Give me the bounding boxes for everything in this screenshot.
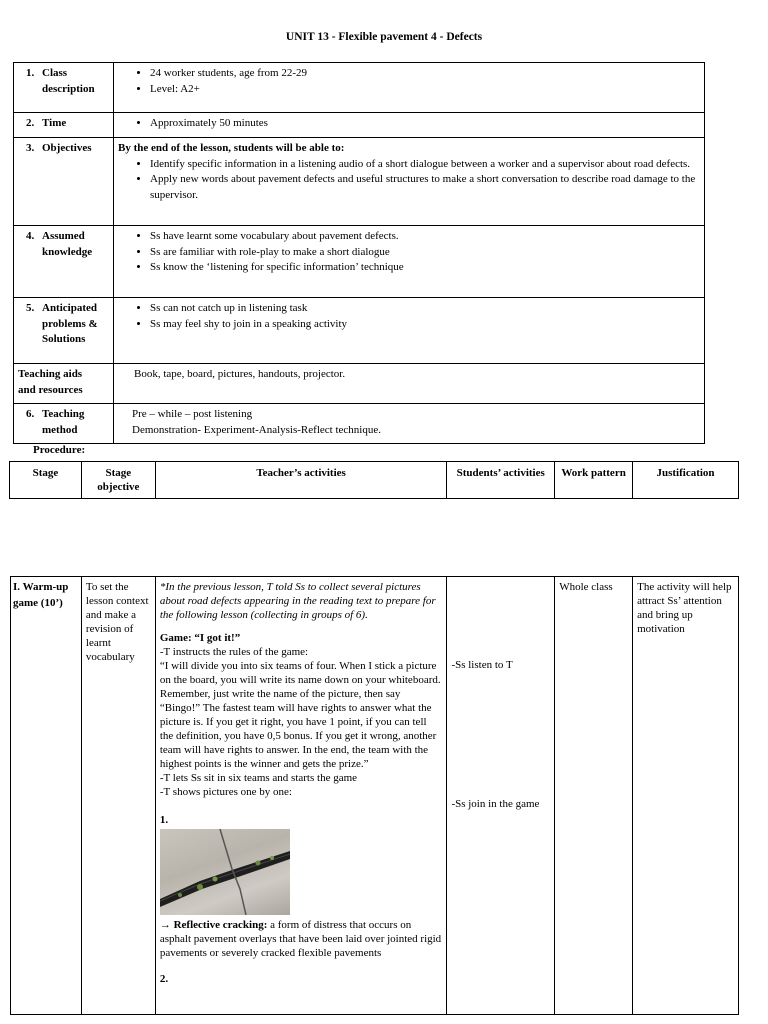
- teacher-line: -T lets Ss sit in six teams and starts the game: [159, 772, 358, 784]
- info-content: [114, 63, 705, 113]
- warmup-work-pattern: Whole class: [555, 577, 633, 1015]
- procedure-warmup-table: [10, 576, 739, 1015]
- game-rules-quote: “I will divide you into six teams of four. When I stick a picture on the board, you will write its name down on your whiteboard. Remember, just write the name of the picture, then say “Bingo!” The fastest team will have rights to answer what the picture is. If you get it right, you have 1 point, if you can tell the definition, you have 0,5 bonus. If you get it wrong, another team will have rights to answer. In the end, the team with the highest points is the winner and gets the prize.”: [159, 660, 441, 770]
- objectives-lead: By the end of the lesson, students will be able to:: [118, 142, 345, 154]
- info-content: Pre – while – post listening Demonstration- Experiment-Analysis-Reflect technique.: [114, 404, 705, 444]
- header-teacher-activities: Teacher’s activities: [155, 462, 446, 499]
- info-row-time: [14, 113, 705, 138]
- warmup-students-activities: [447, 577, 555, 1015]
- info-content: [114, 298, 705, 364]
- info-label: 5. Anticipated problems & Solutions: [14, 298, 114, 364]
- procedure-label: Procedure:: [33, 444, 86, 456]
- list-item: • 24 worker students, age from 22-29: [150, 66, 700, 82]
- list-item: • Ss can not catch up in listening task: [150, 301, 700, 317]
- header-stage-objective: Stage objective: [81, 462, 155, 499]
- warmup-stage: I. Warm-up game (10’): [11, 577, 82, 1015]
- list-item: • Identify specific information in a listening audio of a short dialogue between a worker and a supervisor about road defects.: [150, 157, 700, 173]
- warmup-objective: To set the lesson context and make a revision of learnt vocabulary: [81, 577, 155, 1015]
- teacher-intro: *In the previous lesson, T told Ss to collect several pictures about road defects appearing in the reading text to prepare for the following lesson (collecting in groups of 6).: [159, 581, 436, 621]
- info-label: 1. Class description: [14, 63, 114, 113]
- list-item: • Ss are familiar with role-play to make a short dialogue: [150, 245, 700, 261]
- info-content: [114, 226, 705, 298]
- list-item: • Level: A2+: [150, 82, 700, 98]
- info-label: 3. Objectives: [14, 138, 114, 226]
- item-number: 1.: [159, 814, 169, 826]
- reflective-cracking-photo: [160, 829, 290, 915]
- header-stage: Stage: [10, 462, 82, 499]
- info-row-objectives: [14, 138, 705, 226]
- list-item: • Approximately 50 minutes: [150, 116, 700, 132]
- info-label: Teaching aids and resources: [14, 364, 114, 404]
- info-row-aids: [14, 364, 705, 404]
- table-row: [11, 577, 739, 1015]
- header-justification: Justification: [633, 462, 739, 499]
- info-content: Book, tape, board, pictures, handouts, projector.: [114, 364, 705, 404]
- game-title: Game: “I got it!”: [159, 632, 241, 644]
- student-line: -Ss join in the game: [451, 798, 540, 810]
- info-label: 4. Assumed knowledge: [14, 226, 114, 298]
- header-work-pattern: Work pattern: [555, 462, 633, 499]
- info-row-problems: [14, 298, 705, 364]
- list-item: • Ss know the ‘listening for specific information’ technique: [150, 260, 700, 276]
- teacher-line: -T shows pictures one by one:: [159, 786, 292, 798]
- info-content: [114, 138, 705, 226]
- info-row-method: [14, 404, 705, 444]
- term-reflective-cracking: → Reflective cracking:: [159, 919, 268, 931]
- term-definition: a form of distress that occurs on asphalt pavement overlays that have been laid over jointed rigid pavements or severely cracked flexible pavements: [159, 919, 442, 959]
- lesson-info-table: [13, 62, 705, 444]
- page-title: UNIT 13 - Flexible pavement 4 - Defects: [285, 31, 483, 43]
- student-line: -Ss listen to T: [451, 659, 513, 671]
- crack-image-icon: [160, 829, 290, 915]
- item-number: 2.: [159, 973, 169, 985]
- procedure-header-table: [9, 461, 739, 499]
- warmup-justification: The activity will help attract Ss’ attention and bring up motivation: [633, 577, 739, 1015]
- list-item: • Ss may feel shy to join in a speaking activity: [150, 317, 700, 333]
- info-content: [114, 113, 705, 138]
- info-label: 6. Teaching method: [14, 404, 114, 444]
- info-row-knowledge: [14, 226, 705, 298]
- info-label: 2. Time: [14, 113, 114, 138]
- list-item: • Ss have learnt some vocabulary about pavement defects.: [150, 229, 700, 245]
- list-item: • Apply new words about pavement defects and useful structures to make a short conversation to describe road damage to the supervisor.: [150, 172, 700, 203]
- teacher-line: -T instructs the rules of the game:: [159, 646, 309, 658]
- header-students-activities: Students’ activities: [447, 462, 555, 499]
- info-row-class: [14, 63, 705, 113]
- warmup-teacher-activities: [155, 577, 447, 1015]
